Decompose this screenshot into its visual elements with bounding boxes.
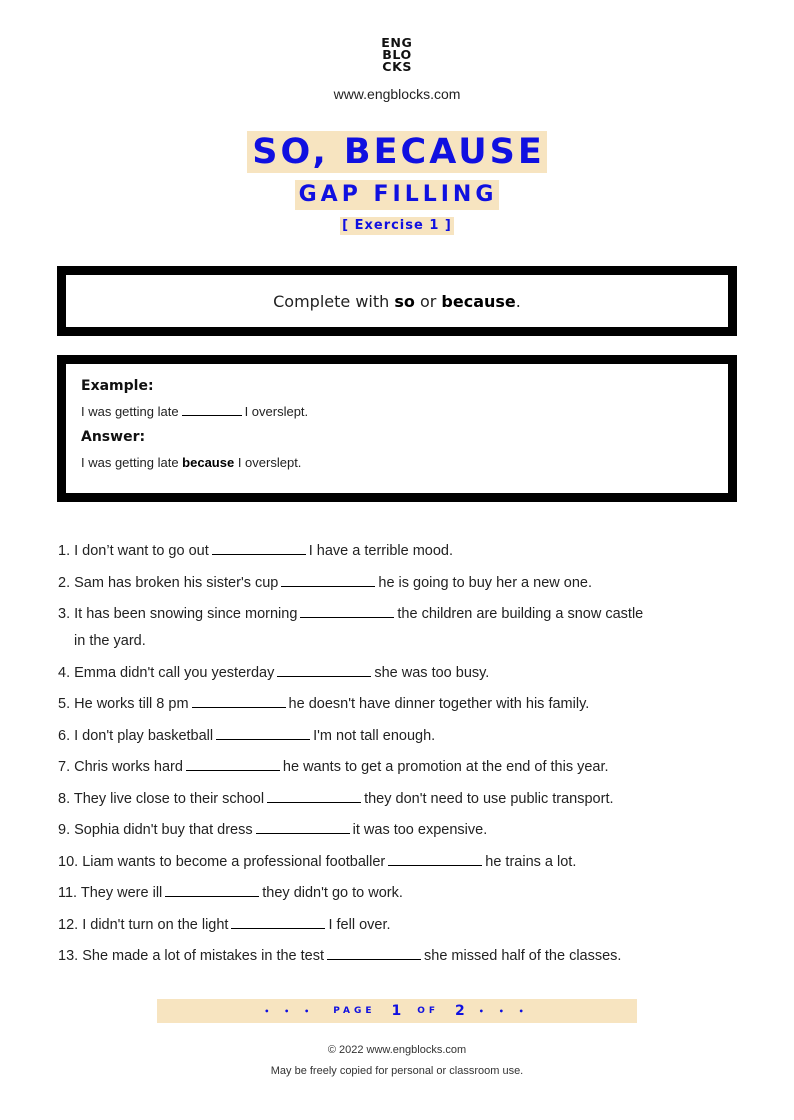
page-indicator [157, 999, 637, 1023]
item-text-before: They were ill [80, 885, 163, 901]
exercise-item-line [58, 912, 758, 939]
exercise-item [58, 849, 758, 876]
exercise-item-line [58, 538, 758, 565]
example-box [57, 355, 737, 502]
exercise-item [58, 754, 758, 781]
exercise-item [58, 660, 758, 687]
item-number: 9. [58, 822, 71, 838]
answer-blank[interactable] [212, 540, 306, 555]
logo-line-3: CKS [382, 60, 412, 74]
exercise-item-line [58, 601, 758, 628]
item-text-before: Sam has broken his sister's cup [74, 574, 279, 591]
item-text-after: they didn't go to work. [262, 885, 403, 901]
item-number: 11. [58, 885, 78, 901]
item-text-after: I'm not tall enough. [313, 727, 436, 744]
answer-blank[interactable] [256, 819, 350, 834]
exercise-item [58, 691, 758, 718]
answer-blank[interactable] [186, 756, 280, 771]
exercise-label: [ Exercise 1 ] [342, 218, 452, 233]
item-text-before: I don’t want to go out [74, 543, 209, 559]
exercise-item-line [58, 880, 758, 907]
example-after: I overslept. [244, 404, 309, 419]
example-sentence [81, 404, 728, 419]
item-text-before: Sophia didn't buy that dress [74, 822, 253, 838]
answer-blank[interactable] [388, 851, 482, 866]
item-number: 1. [58, 543, 71, 559]
instruction-word-because: because [441, 291, 516, 311]
item-number: 10. [58, 853, 79, 870]
answer-heading: Answer: [81, 429, 146, 445]
item-text-after: I fell over. [328, 916, 391, 933]
item-text-after: he is going to buy her a new one. [378, 574, 592, 591]
item-text-before: Liam wants to become a professional footballer [82, 853, 386, 870]
answer-blank[interactable] [165, 882, 259, 897]
exercise-item-line [58, 723, 758, 750]
instruction-suffix: . [515, 291, 521, 311]
logo-line-1: ENG [381, 36, 413, 50]
pager-dots-left: • • • [264, 1006, 316, 1016]
instruction-middle: or [414, 291, 442, 311]
page-title: SO, BECAUSE [247, 131, 547, 173]
footer-license: May be freely copied for personal or classroom use. [270, 1065, 524, 1077]
site-url: www.engblocks.com [333, 86, 461, 102]
exercise-item [58, 786, 758, 813]
engblocks-logo [0, 37, 794, 73]
exercise-item [58, 912, 758, 939]
exercise-item-line [58, 660, 758, 687]
exercise-item-line [58, 691, 758, 718]
item-text-after: he wants to get a promotion at the end of this year. [282, 759, 609, 775]
item-text-after: he doesn't have dinner together with his family. [288, 696, 590, 712]
exercise-item [58, 817, 758, 844]
item-text-before: Emma didn't call you yesterday [74, 664, 275, 681]
page-title-wrap [0, 131, 794, 173]
item-text-before: I didn't turn on the light [82, 916, 229, 933]
instruction-box [57, 266, 737, 336]
answer-blank[interactable] [277, 662, 371, 677]
item-number: 3. [58, 606, 71, 622]
exercise-item-line [58, 786, 758, 813]
item-number: 12. [58, 916, 79, 933]
item-text-after: she was too busy. [374, 664, 490, 681]
page-subtitle-wrap [0, 180, 794, 210]
pager-total: 2 [455, 1003, 465, 1019]
answer-before: I was getting late [81, 455, 183, 470]
exercise-item [58, 538, 758, 565]
exercise-item [58, 601, 758, 655]
answer-blank[interactable] [231, 914, 325, 929]
instruction-text [273, 292, 521, 311]
exercise-item [58, 570, 758, 597]
pager-current: 1 [391, 1003, 402, 1019]
item-number: 8. [58, 790, 71, 807]
answer-blank[interactable] [327, 945, 421, 960]
item-number: 13. [58, 948, 79, 964]
footer-copyright: © 2022 www.engblocks.com [327, 1044, 467, 1056]
item-text-before: I don't play basketball [74, 727, 214, 744]
answer-blank[interactable] [281, 572, 375, 587]
item-text-after: it was too expensive. [352, 822, 488, 838]
item-number: 6. [58, 727, 71, 744]
item-text-after: I have a terrible mood. [308, 543, 454, 559]
page-subtitle: GAP FILLING [295, 180, 500, 210]
item-text-after: she missed half of the classes. [424, 948, 622, 964]
exercise-item [58, 943, 758, 970]
answer-blank[interactable] [267, 788, 361, 803]
example-heading: Example: [81, 378, 154, 394]
exercise-item [58, 880, 758, 907]
exercise-label-wrap [0, 214, 794, 235]
item-number: 7. [58, 759, 71, 775]
item-text-after: the children are building a snow castle [397, 606, 644, 622]
pager-of-word: OF [417, 1006, 440, 1016]
item-text-before: It has been snowing since morning [74, 606, 298, 622]
item-text-before: Chris works hard [74, 759, 183, 775]
instruction-word-so: so [394, 291, 415, 311]
item-number: 5. [58, 696, 71, 712]
item-text-before: He works till 8 pm [74, 696, 189, 712]
pager-page-word: PAGE [333, 1006, 376, 1016]
answer-after: I overslept. [234, 455, 302, 470]
exercise-item [58, 723, 758, 750]
exercise-item-line [58, 570, 758, 597]
item-number: 4. [58, 664, 71, 681]
example-blank [182, 415, 242, 416]
exercise-item-line [58, 943, 758, 970]
item-text-before: She made a lot of mistakes in the test [82, 948, 324, 964]
exercise-list [58, 538, 758, 975]
answer-blank[interactable] [216, 725, 310, 740]
item-text-after: they don't need to use public transport. [364, 790, 614, 807]
item-number: 2. [58, 574, 71, 591]
item-text-after: he trains a lot. [485, 853, 577, 870]
instruction-prefix: Complete with [273, 291, 395, 311]
logo-line-2: BLO [382, 48, 412, 62]
answer-sentence [81, 455, 728, 470]
exercise-item-line [58, 817, 758, 844]
exercise-item-line [58, 754, 758, 781]
item-text-continued: in the yard. [74, 633, 146, 649]
answer-blank[interactable] [300, 603, 394, 618]
item-text-before: They live close to their school [73, 790, 265, 807]
pager-dots-right: • • • [478, 1006, 530, 1016]
answer-word: because [182, 455, 235, 470]
example-before: I was getting late [81, 404, 179, 419]
exercise-item-line [58, 849, 758, 876]
answer-blank[interactable] [192, 693, 286, 708]
